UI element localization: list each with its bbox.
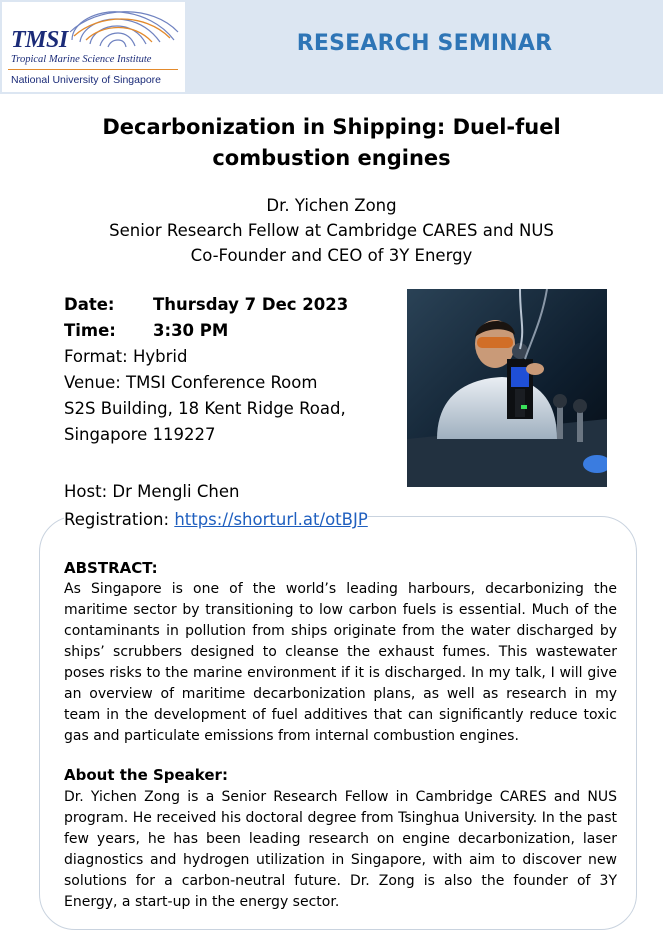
speaker-role-secondary: Co-Founder and CEO of 3Y Energy [190, 246, 473, 265]
venue-line-1: Venue: TMSI Conference Room [64, 373, 318, 392]
logo-divider [8, 69, 178, 70]
speaker-lab-photo [407, 289, 607, 487]
speaker-name: Dr. Yichen Zong [266, 196, 397, 215]
event-details [64, 292, 404, 448]
logo-institute-name: Tropical Marine Science Institute [11, 54, 152, 65]
research-seminar-heading: RESEARCH SEMINAR [296, 31, 553, 56]
venue-line-3: Singapore 119227 [64, 425, 216, 444]
speaker-role-primary: Senior Research Fellow at Cambridge CARES and NUS [109, 221, 554, 240]
time-row [64, 318, 404, 344]
date-label: Date: [64, 295, 115, 314]
date-value: Thursday 7 Dec 2023 [153, 295, 349, 314]
format-line: Format: Hybrid [64, 347, 188, 366]
logo-university-name: National University of Singapore [11, 74, 161, 86]
host-line: Host: Dr Mengli Chen [64, 482, 240, 501]
date-row [64, 292, 404, 318]
speaker-info [40, 193, 623, 268]
abstract-heading: ABSTRACT: [64, 559, 158, 577]
seminar-title: Decarbonization in Shipping: Duel-fuel combustion engines [102, 115, 561, 170]
header-banner [0, 0, 663, 94]
about-speaker-text: Dr. Yichen Zong is a Senior Research Fellow in Cambridge CARES and NUS program. He received his doctoral degree from Tsinghua University. In the past few years, he has been leading research on engine decarbonization, laser diagnostics and hydrogen utilization in Singapore, with aim to discover new solutions for a carbon-neutral future. Dr. Zong is also the founder of 3Y Energy, a start-up in the energy sector. [64, 789, 617, 910]
time-value: 3:30 PM [153, 321, 229, 340]
tmsi-logo [2, 2, 185, 92]
venue-line-2: S2S Building, 18 Kent Ridge Road, [64, 399, 346, 418]
registration-link[interactable]: https://shorturl.at/otBJP [174, 510, 368, 529]
time-label: Time: [64, 321, 116, 340]
logo-acronym: TMSI [11, 27, 68, 53]
about-speaker-heading: About the Speaker: [64, 766, 228, 784]
abstract-text: As Singapore is one of the world’s leading harbours, decarbonizing the maritime sector by transitioning to low carbon fuels is essential. Much of the contaminants in pollution from ships originate from the water discharged by ships’ scrubbers designed to cleanse the exhaust fumes. This wastewater poses risks to the marine environment if it is discharged. In my talk, I will give an overview of maritime decarbonization plans, as well as research in my team in the development of fuel additives that can significantly reduce toxic gas and particulate emissions from internal combustion engines. [64, 581, 617, 744]
registration-label: Registration: [64, 510, 175, 529]
registration-line [64, 507, 368, 533]
